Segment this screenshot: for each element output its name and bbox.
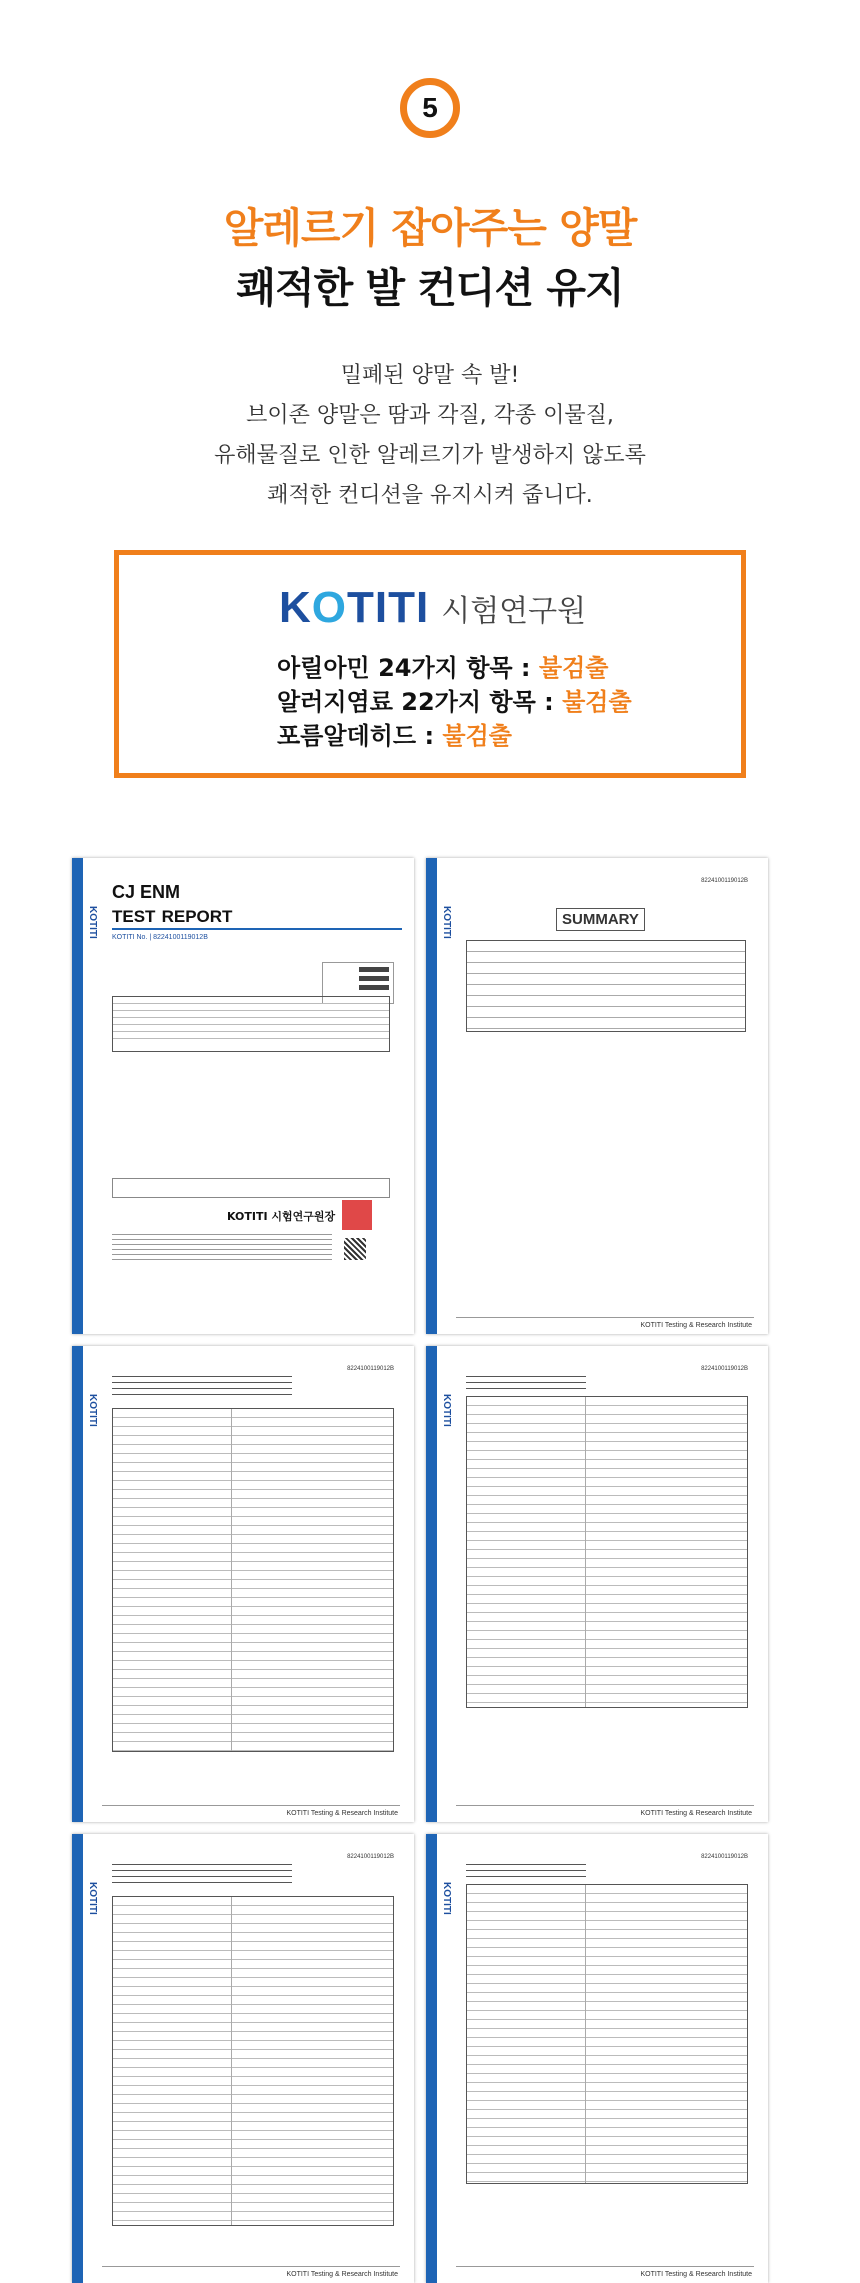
result-row: 아릴아민 24가지 항목 : 불검출 — [277, 654, 609, 682]
cover-report-number: KOTITI No. | 8224100119012B — [112, 934, 208, 941]
description-line: 유해물질로 인한 알레르기가 발생하지 않도록 — [214, 443, 646, 468]
allergenic-dye-table — [466, 1884, 748, 2184]
doc-side-bar — [72, 1834, 83, 2283]
doc-side-logo: KOTITI — [87, 1394, 98, 1427]
headline-line2: 쾌적한 발 컨디션 유지 — [236, 264, 624, 312]
cover-rule — [112, 928, 402, 930]
fine-print — [112, 1234, 332, 1264]
doc-side-logo: KOTITI — [87, 906, 98, 939]
official-stamp-icon — [342, 1200, 372, 1230]
institute-name: 시험연구원 — [441, 594, 587, 629]
page-report-number: 8224100119012B — [701, 878, 748, 884]
doc-footer: KOTITI Testing & Research Institute — [286, 2271, 398, 2278]
issuer-name: KOTITI 시험연구원장 — [227, 1210, 336, 1223]
doc-side-bar — [426, 1346, 437, 1822]
cover-title-report: TEST REPORT — [112, 907, 233, 926]
certification-results — [277, 651, 632, 753]
doc-side-bar — [426, 1834, 437, 2283]
arylamine-table — [112, 1896, 394, 2226]
koti-logo — [279, 583, 586, 633]
cover-info-table — [112, 996, 390, 1052]
doc-side-bar — [72, 858, 83, 1334]
doc-side-logo: KOTITI — [441, 1882, 452, 1915]
doc-footer: KOTITI Testing & Research Institute — [640, 1322, 752, 1329]
doc-footer: KOTITI Testing & Research Institute — [286, 1810, 398, 1817]
allergenic-dye-table — [466, 1396, 748, 1708]
doc-footer-rule — [456, 1317, 754, 1318]
page-report-number: 8224100119012B — [701, 1854, 748, 1860]
result-row: 알러지염료 22가지 항목 : 불검출 — [277, 688, 632, 716]
doc-side-logo: KOTITI — [441, 1394, 452, 1427]
doc-footer: KOTITI Testing & Research Institute — [640, 1810, 752, 1817]
page-report-number: 8224100119012B — [347, 1854, 394, 1860]
doc-footer-rule — [102, 1805, 400, 1806]
page-header-text — [112, 1376, 292, 1400]
test-report-cover — [72, 858, 414, 1334]
page-header-text — [466, 1864, 586, 1878]
page-header-text — [466, 1376, 586, 1390]
result-row: 포름알데히드 : 불검출 — [277, 722, 512, 750]
cover-title-company: CJ ENM — [112, 882, 181, 902]
description — [0, 356, 860, 516]
doc-side-logo: KOTITI — [87, 1882, 98, 1915]
description-line: 쾌적한 컨디션을 유지시켜 줍니다. — [267, 483, 593, 508]
page-report-number: 8224100119012B — [347, 1366, 394, 1372]
description-line: 브이존 양말은 땀과 각질, 각종 이물질, — [246, 403, 614, 428]
test-report-page-dyes-2 — [426, 1834, 768, 2283]
description-line: 밀폐된 양말 속 발! — [340, 363, 520, 388]
koti-logo-wordmark: KOTITI — [279, 583, 430, 632]
test-report-summary — [426, 858, 768, 1334]
certification-box — [114, 550, 746, 778]
doc-footer-rule — [456, 1805, 754, 1806]
test-report-page-arylamine — [72, 1346, 414, 1822]
doc-footer-rule — [456, 2266, 754, 2267]
doc-footer-rule — [102, 2266, 400, 2267]
step-number-badge: 5 — [400, 78, 460, 138]
qr-code-icon — [344, 1238, 366, 1260]
test-report-page-arylamine-2 — [72, 1834, 414, 2283]
doc-side-logo: KOTITI — [441, 906, 452, 939]
summary-title: SUMMARY — [556, 908, 645, 931]
page-report-number: 8224100119012B — [701, 1366, 748, 1372]
page-header-text — [112, 1864, 292, 1888]
signature-row — [112, 1178, 390, 1198]
doc-footer: KOTITI Testing & Research Institute — [640, 2271, 752, 2278]
doc-side-bar — [426, 858, 437, 1334]
summary-table — [466, 940, 746, 1032]
test-report-page-dyes — [426, 1346, 768, 1822]
doc-side-bar — [72, 1346, 83, 1822]
headline-line1: 알레르기 잡아주는 양말 — [223, 204, 637, 252]
arylamine-table — [112, 1408, 394, 1752]
